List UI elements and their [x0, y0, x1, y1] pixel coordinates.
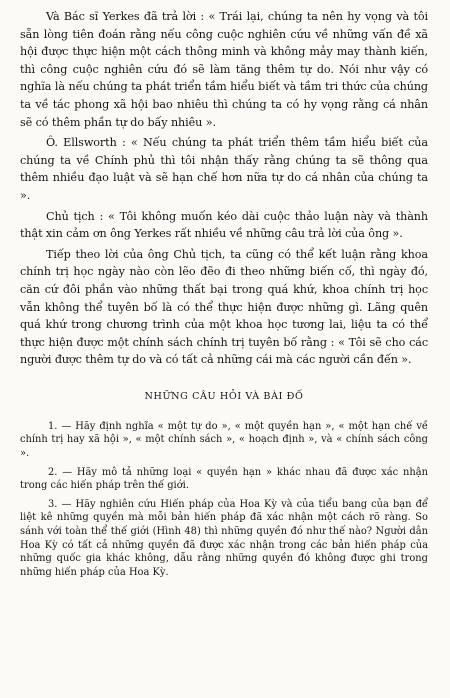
- paragraph-conclusion: Tiếp theo lời của ông Chủ tịch, ta cũng có thể kết luận rằng khoa chính trị học ngày nào còn lẽo đẽo đi theo những biến cố, thì ngày đó, căn cứ đôi phần vào những thất bại trong quá khứ, khoa chính trị học vẫn không thể tuyên bố là có thể thực hiện được những gì. Lãng quên quá khứ trong chương trình của một khoa học tương lai, liệu ta có thể thực hiện được một chính sách chính trị tuyên bố rằng : « Tôi sẽ cho các người được thêm tự do và có tất cả những cái mà các người cần đến ».: [20, 247, 428, 367]
- question-2: 2. — Hãy mô tả những loại « quyền hạn » khác nhau đã được xác nhận trong các hiến pháp trên thế giới.: [20, 466, 428, 492]
- question-1: 1. — Hãy định nghĩa « một tự do », « một quyền hạn », « một hạn chế về chính trị hay xã hội », « một chính sách », « hoạch định », và « chính sách công ».: [20, 420, 428, 460]
- section-title: NHỮNG CÂU HỎI VÀ BÀI ĐỐ: [144, 390, 304, 402]
- paragraph-chairman: Chủ tịch : « Tôi không muốn kéo dài cuộc thảo luận này và thành thật xin cảm ơn ông Yerkes rất nhiều về những câu trả lời của ông ».: [20, 209, 428, 241]
- paragraph-ellsworth: Ô. Ellsworth : « Nếu chúng ta phát triển thêm tầm hiểu biết của chúng ta về Chính phủ thì tôi nhận thấy rằng chúng ta sẽ thông qua thêm nhiều đạo luật và sẽ hạn chế hơn nữa tự do cá nhân của chúng ta ».: [20, 136, 428, 202]
- paragraph-yerkes-reply: Và Bác sĩ Yerkes đã trả lời : « Trái lại, chúng ta nên hy vọng và tôi sẵn lòng tiên đoán rằng nếu công cuộc nghiên cứu về những vấn đề xã hội được thực hiện một cách thông minh và không mảy may thành kiến, thì công cuộc nghiên cứu đó sẽ làm tăng thêm tự do. Nói như vậy có nghĩa là nếu chúng ta phát triển tầm hiểu biết và tầm tri thức của chúng ta về tác phong xã hội bao nhiêu thì chúng ta có hy vọng rằng cá nhân sẽ có thêm phần tự do bấy nhiêu ».: [20, 10, 428, 129]
- question-3: 3. — Hãy nghiên cứu Hiến pháp của Hoa Kỳ và của tiểu bang của bạn để liệt kê những quyền mà mỗi bản hiến pháp đã xác nhận một cách rõ ràng. So sánh với toàn thể thế giới (Hình 48) thì những quyền đó như thế nào? Người dân Hoa Kỳ có tất cả những quyền đã được xác nhận trong các bản hiến pháp của những quốc gia khác không, dẫu rằng những quyền đó không được ghi trong những hiến pháp của Hoa Kỳ.: [20, 498, 428, 578]
